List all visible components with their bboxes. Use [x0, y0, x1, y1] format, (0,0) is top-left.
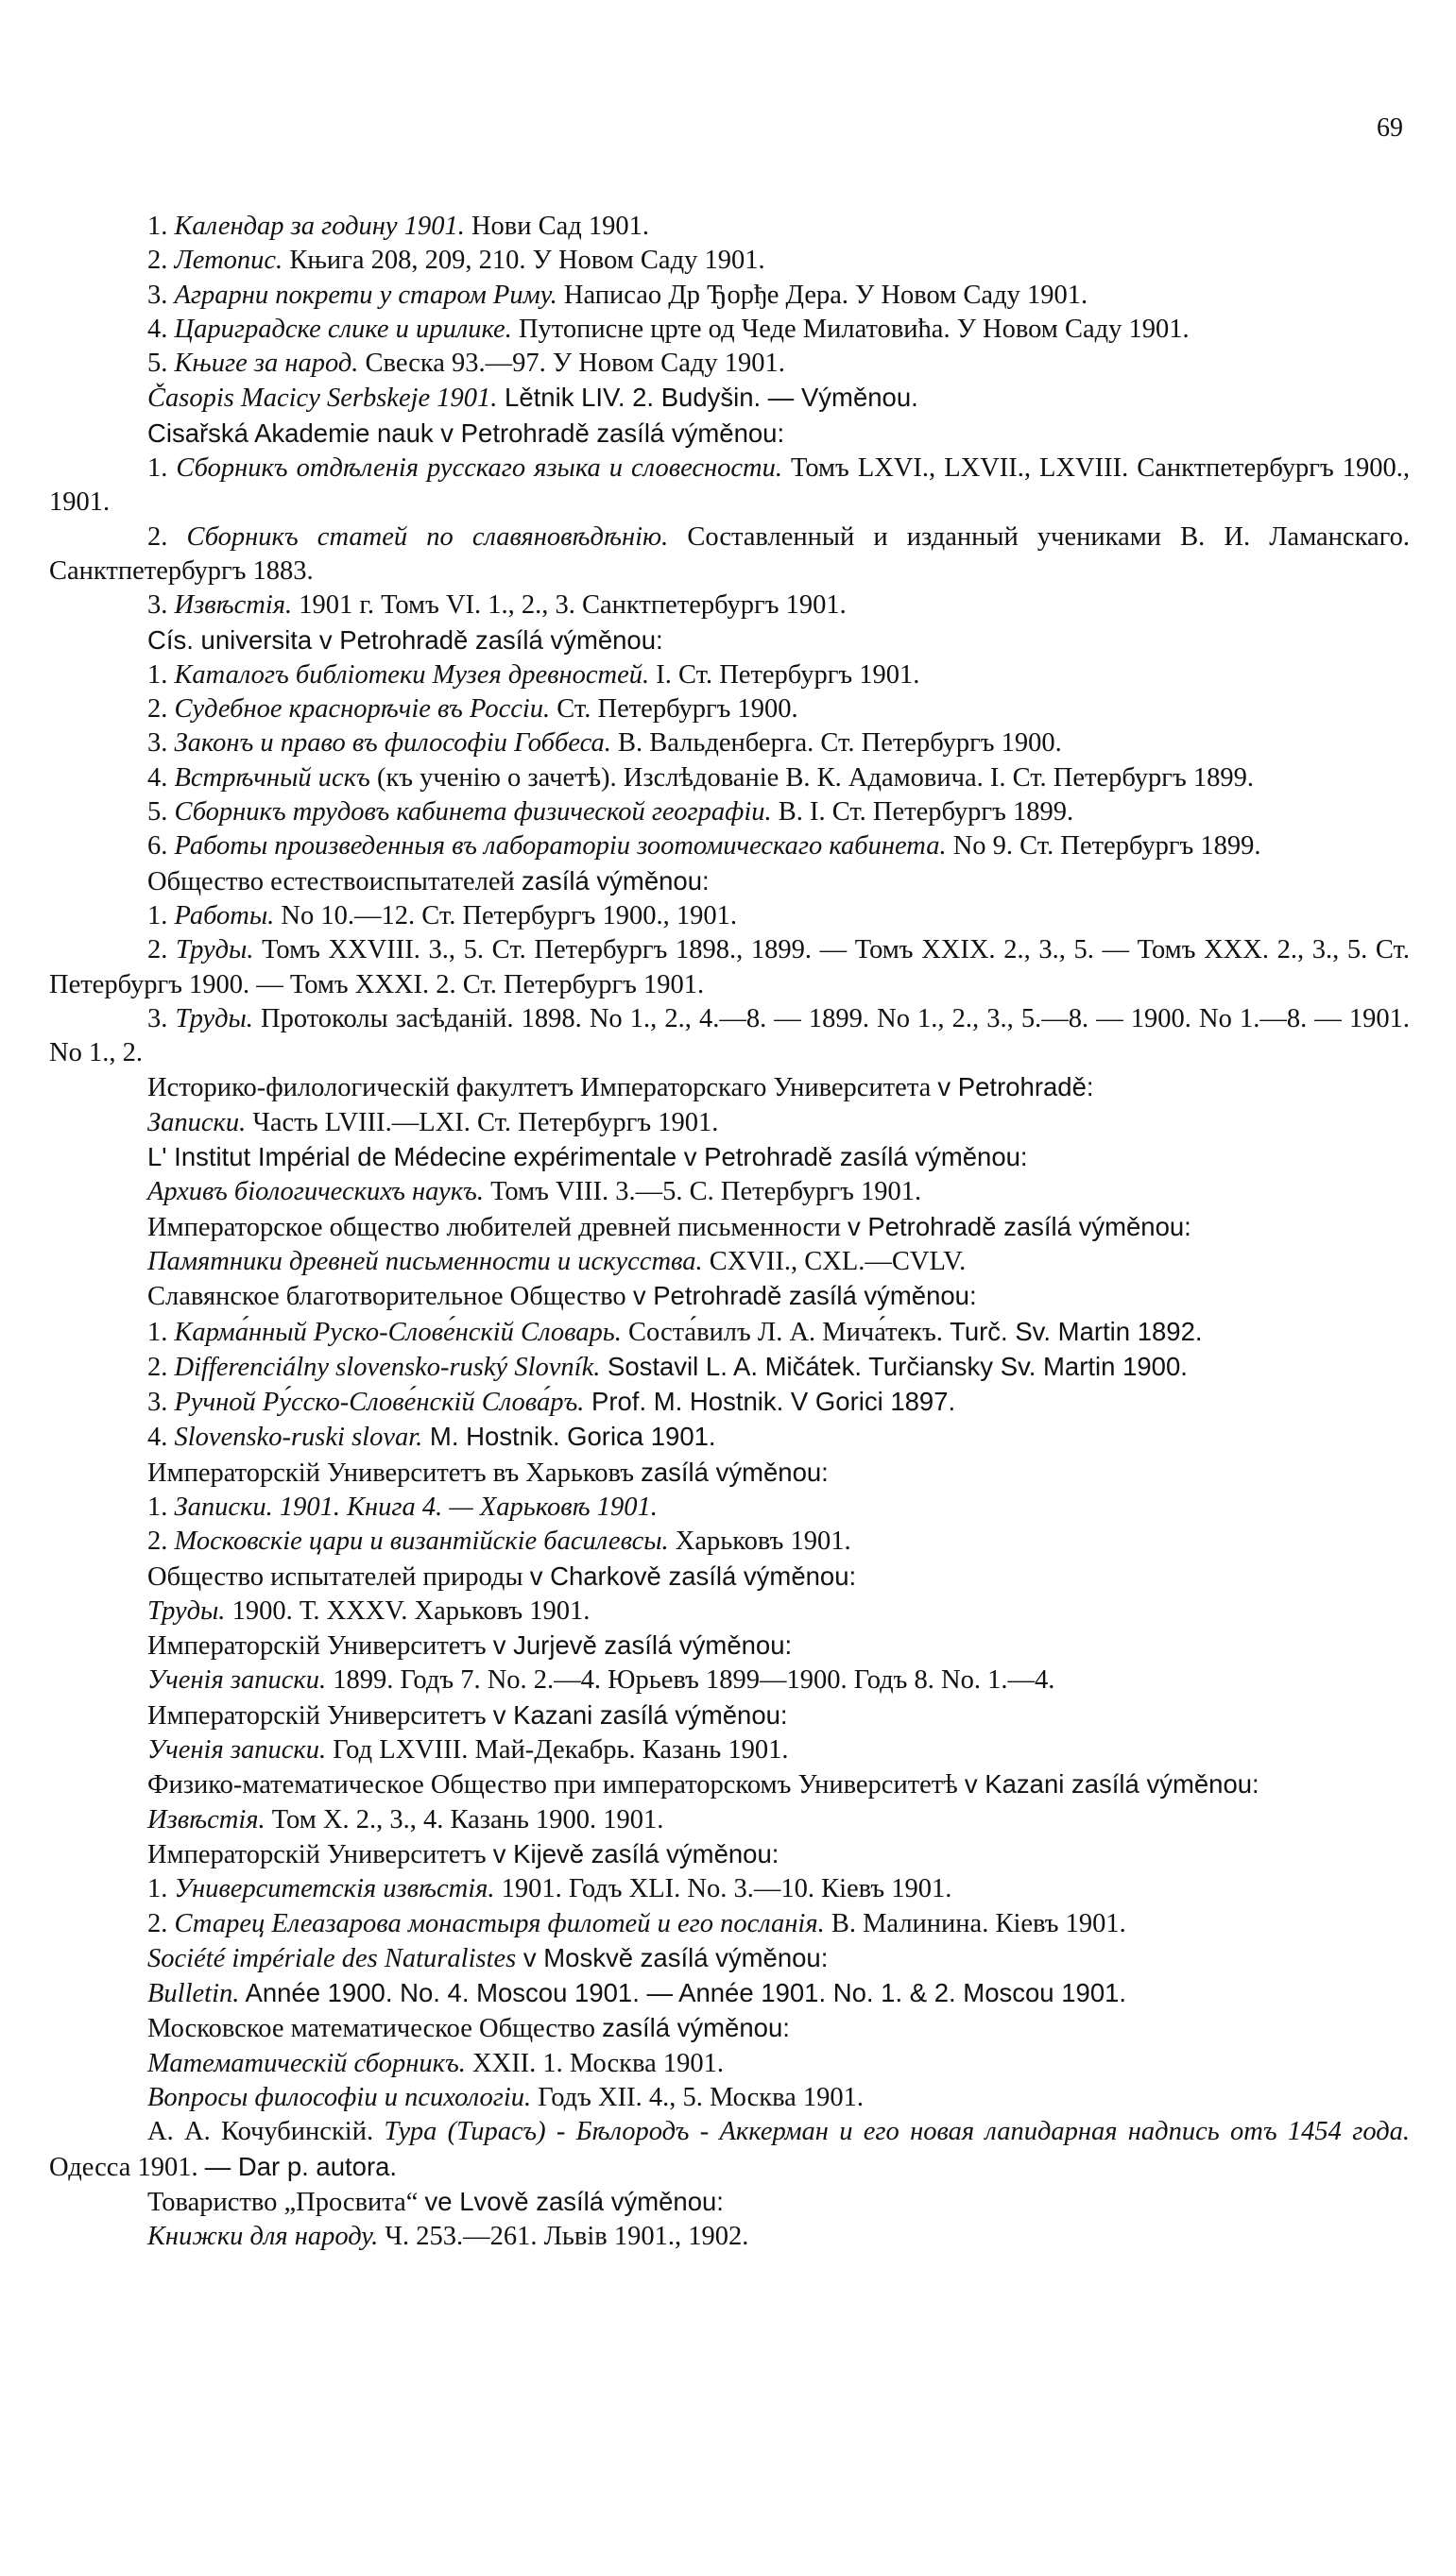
entry-text: v Moskvě zasílá výměnou: — [516, 1942, 829, 1972]
entry-title: Судебное краснорѣчіе въ Россіи. — [174, 694, 551, 725]
entry-title: Časopis Macicy Serbskeje 1901. — [147, 384, 498, 414]
entry-title: Вопросы философіи и психологіи. — [147, 2083, 532, 2113]
entry-text: Ч. 253.—261. Львів 1901., 1902. — [378, 2222, 749, 2252]
entry-paragraph — [49, 933, 1410, 1002]
entry-paragraph — [49, 1210, 1410, 1245]
entry-text: M. Hostnik. Gorica 1901. — [422, 1422, 716, 1452]
entry-text: zasílá výměnou: — [641, 1457, 829, 1487]
entry-paragraph — [49, 1491, 1410, 1525]
entry-text: 2. — [147, 694, 175, 725]
entry-title: Bulletin. — [147, 1979, 240, 2009]
entry-paragraph — [49, 1315, 1410, 1350]
entry-paragraph — [49, 2011, 1410, 2046]
entry-title: Старец Елеазарова монастыря филотей и его посланія. — [174, 1908, 825, 1938]
entry-text: 1. — [147, 1874, 175, 1904]
entry-title: Сборникъ отдѣленія русскаго языка и словесности. — [176, 453, 782, 484]
entry-title: Slovensko-ruski slovar. — [174, 1423, 423, 1453]
entry-title: Извѣстія. — [174, 590, 293, 621]
entry-text: 2. — [147, 521, 187, 552]
entry-paragraph — [49, 623, 1410, 658]
entry-text: 6. — [147, 831, 175, 862]
entry-paragraph — [49, 1976, 1410, 2011]
entry-text: v Petrohradě: — [937, 1072, 1094, 1102]
entry-text: CXVII., CXL.—CVLV. — [702, 1246, 967, 1276]
entry-paragraph — [49, 1350, 1410, 1385]
entry-text: Императорскій Университетъ — [147, 1631, 493, 1662]
entry-paragraph — [49, 520, 1410, 589]
entry-title: Математическій сборникъ. — [147, 2048, 466, 2078]
entry-paragraph — [49, 726, 1410, 760]
entry-text: No 9. Ст. Петербургъ 1899. — [946, 831, 1261, 862]
entry-text: Харьковъ 1901. — [668, 1527, 851, 1557]
entry-paragraph — [49, 1140, 1410, 1175]
entry-text: Путописне црте од Чеде Милатовића. У Новом Саду 1901. — [511, 314, 1190, 344]
entry-text: v Jurjevě zasílá výměnou: — [492, 1630, 793, 1661]
entry-title: Société impériale des Naturalistes — [147, 1943, 517, 1973]
entry-paragraph — [49, 761, 1410, 795]
entry-text: 3. — [147, 728, 175, 759]
entry-paragraph — [49, 1070, 1410, 1105]
entry-paragraph — [49, 1279, 1410, 1314]
entry-paragraph — [49, 864, 1410, 899]
entry-paragraph — [49, 1698, 1410, 1733]
entry-title: Аграрни покрети у старом Риму. — [174, 280, 557, 310]
entry-text: Императорское общество любителей древней письменности — [147, 1212, 848, 1242]
entry-paragraph — [49, 1803, 1410, 1837]
entry-paragraph — [49, 1106, 1410, 1140]
entry-paragraph — [49, 1941, 1410, 1976]
entry-paragraph — [49, 452, 1410, 520]
entry-paragraph — [49, 1837, 1410, 1872]
entry-paragraph — [49, 1767, 1410, 1802]
entry-paragraph — [49, 899, 1410, 933]
entry-paragraph — [49, 1175, 1410, 1209]
entry-text: L' Institut Impérial de Médecine expérimentale v Petrohradě zasílá výměnou: — [147, 1142, 1028, 1172]
entry-text: I. Ст. Петербургъ 1901. — [649, 659, 920, 690]
entry-paragraph — [49, 1907, 1410, 1941]
entry-text: 3. — [147, 1003, 176, 1033]
entry-text: Императорскій Университетъ — [147, 1700, 493, 1731]
entry-text: v Petrohradě zasílá výměnou: — [632, 1281, 977, 1311]
entry-paragraph — [49, 1663, 1410, 1697]
entry-text: Том X. 2., 3., 4. Казань 1900. 1901. — [265, 1804, 664, 1834]
entry-title: Карма́нный Руско-Слове́нскій Словарь. — [174, 1317, 622, 1347]
page-number: 69 — [1377, 113, 1403, 143]
entry-text: v Kazani zasílá výměnou: — [964, 1769, 1259, 1800]
entry-text: zasílá výměnou: — [602, 2013, 790, 2043]
entry-text: 1. — [147, 900, 175, 930]
entry-title: Differenciálny slovensko-ruský Slovník. — [174, 1352, 601, 1382]
entry-text: В. Вальденберга. Ст. Петербургъ 1900. — [610, 728, 1062, 759]
entry-paragraph — [49, 417, 1410, 452]
entry-text: 5. — [147, 797, 175, 827]
entry-text: Lětnik LIV. 2. Budyšin. — Výměnou. — [497, 383, 918, 413]
entry-title: Встрѣчный искъ — [174, 762, 370, 793]
entry-text: 1. — [147, 453, 177, 484]
entry-text: Славянское благотворительное Общество — [147, 1282, 633, 1312]
entry-title: Труды. — [147, 1595, 226, 1626]
entry-title: Архивъ біологическихъ наукъ. — [147, 1177, 484, 1207]
entry-text: 2. — [147, 935, 177, 965]
entry-title: Университетскія извѣстія. — [174, 1874, 495, 1904]
entry-title: Летопис. — [174, 246, 283, 276]
entry-text: Общество испытателей природы — [147, 1561, 530, 1592]
entry-title: Законъ и право въ философіи Гоббеса. — [174, 728, 611, 759]
entry-paragraph — [49, 347, 1410, 381]
entry-text: Историко-филологическій факултетъ Императорскаго Университета — [147, 1073, 938, 1103]
entry-title: Труды. — [175, 1003, 253, 1033]
entry-paragraph — [49, 210, 1410, 244]
entry-text: XXII. 1. Москва 1901. — [465, 2048, 724, 2078]
entry-text: 3. — [147, 1388, 175, 1418]
entry-text: 1900. Т. XXXV. Харьковъ 1901. — [225, 1595, 591, 1626]
entry-text: Соста́вилъ Л. А. Мича́текъ. — [621, 1317, 951, 1347]
entry-title: Сборникъ трудовъ кабинета физической географіи. — [174, 797, 772, 827]
entry-text: v Charkově zasílá výměnou: — [529, 1561, 857, 1591]
entry-text: (къ ученію о зачетѣ). Изслѣдованіе В. К. Адамовича. I. Ст. Петербургъ 1899. — [369, 762, 1254, 793]
entry-text: 3. — [147, 590, 175, 621]
entry-paragraph — [49, 1245, 1410, 1279]
entry-text: 5. — [147, 349, 175, 379]
entry-paragraph — [49, 2081, 1410, 2115]
entry-text: — Dar p. autora. — [204, 2151, 398, 2181]
entry-text: Ст. Петербургъ 1900. — [550, 694, 798, 725]
entry-text: Томъ LXVI., LXVII., LXVIII. Санктпетербургъ 1900., 1901. — [49, 453, 1410, 518]
entry-paragraph — [49, 1595, 1410, 1629]
entry-title: Московскіе цари и византійскіе басилевсы. — [174, 1527, 669, 1557]
entry-text: 1901 г. Томъ VI. 1., 2., 3. Санктпетербургъ 1901. — [292, 590, 847, 621]
entry-text: 1. — [147, 1317, 175, 1347]
entry-text: 1899. Годъ 7. No. 2.—4. Юрьевъ 1899—1900. Годъ 8. No. 1.—4. — [326, 1665, 1055, 1696]
entry-text: 4. — [147, 1423, 175, 1453]
entry-text: 1. — [147, 1492, 175, 1522]
entry-paragraph — [49, 1456, 1410, 1491]
entry-text: Протоколы засѣданій. 1898. No 1., 2., 4.—8. — 1899. No 1., 2., 3., 5.—8. — 1900. No 1.—8. — 1901. No 1., 2. — [49, 1003, 1411, 1068]
entry-paragraph — [49, 1385, 1410, 1420]
entry-text: 3. — [147, 280, 175, 310]
entry-paragraph — [49, 1629, 1410, 1663]
entry-paragraph — [49, 1733, 1410, 1767]
entry-paragraph — [49, 2220, 1410, 2254]
entry-text: Товариство „Просвита“ — [147, 2187, 425, 2217]
entry-title: Книжки для народу. — [147, 2222, 379, 2252]
entry-text: Томъ XXVIII. 3., 5. Ст. Петербургъ 1898., 1899. — Томъ XXIX. 2., 3., 5. — Томъ XXX. 2., 3., 5. Ст. Петербургъ 1900. — Томъ XXXI. 2. Ст. Петербургъ 1901. — [49, 935, 1410, 999]
entry-text: Написао Др Ђорђе Дера. У Новом Саду 1901. — [557, 280, 1088, 310]
entry-paragraph — [49, 279, 1410, 313]
entry-paragraph — [49, 589, 1410, 623]
entry-text: 4. — [147, 762, 175, 793]
entry-text: Томъ VIII. 3.—5. С. Петербургъ 1901. — [483, 1177, 922, 1207]
entry-paragraph — [49, 2115, 1410, 2185]
entry-text: 2. — [147, 1352, 175, 1382]
entry-text: Московское математическое Общество — [147, 2014, 603, 2044]
entry-text: Cís. universita v Petrohradě zasílá výměnou: — [147, 624, 663, 655]
exchange-list — [49, 210, 1410, 2255]
entry-text: Turč. Sv. Martin 1892. — [950, 1316, 1203, 1346]
entry-text: 2. — [147, 1527, 175, 1557]
entry-text: В. Малинина. Кіевъ 1901. — [824, 1908, 1126, 1938]
entry-paragraph — [49, 244, 1410, 278]
entry-paragraph — [49, 795, 1410, 829]
entry-text: v Kazani zasílá výměnou: — [492, 1699, 788, 1730]
entry-paragraph — [49, 1525, 1410, 1559]
entry-title: Сборникъ статей по славяновѣдѣнію. — [186, 521, 669, 552]
entry-text: Свеска 93.—97. У Новом Саду 1901. — [358, 349, 785, 379]
entry-paragraph — [49, 1872, 1410, 1906]
entry-text: No 10.—12. Ст. Петербургъ 1900., 1901. — [274, 900, 738, 930]
entry-text: Год LXVIII. Май-Декабрь. Казань 1901. — [326, 1735, 789, 1766]
entry-text: Prof. M. Hostnik. V Gorici 1897. — [584, 1387, 956, 1417]
entry-title: Записки. 1901. Книга 4. — Харьковѣ 1901. — [174, 1492, 658, 1522]
entry-text: Année 1900. No. 4. Moscou 1901. — Année 1901. No. 1. & 2. Moscou 1901. — [239, 1978, 1127, 2008]
entry-text: Годъ XII. 4., 5. Москва 1901. — [531, 2083, 865, 2113]
entry-text: Императорскій Университетъ въ Харьковъ — [147, 1458, 642, 1488]
entry-title: Књиге за народ. — [174, 349, 359, 379]
entry-title: Календар за годину 1901. — [174, 212, 465, 241]
entry-text: 1. — [147, 212, 175, 241]
entry-paragraph — [49, 1002, 1410, 1071]
entry-title: Цариградске слике и ирилике. — [174, 314, 512, 344]
entry-text: Књига 208, 209, 210. У Новом Саду 1901. — [283, 246, 765, 276]
entry-title: Труды. — [176, 935, 254, 965]
entry-text: Императорскій Университетъ — [147, 1839, 493, 1869]
entry-text: А. А. Кочубинскій. — [147, 2117, 385, 2147]
entry-text: v Petrohradě zasílá výměnou: — [848, 1211, 1191, 1241]
entry-text: Cisařská Akademie nauk v Petrohradě zasílá výměnou: — [147, 418, 785, 448]
entry-text: 2. — [147, 246, 175, 276]
entry-text: 2. — [147, 1908, 175, 1938]
entry-text: zasílá výměnou: — [521, 865, 710, 896]
entry-title: Извѣстія. — [147, 1804, 266, 1834]
entry-paragraph — [49, 381, 1410, 416]
entry-paragraph — [49, 692, 1410, 726]
entry-text: Общество естествоиспытателей — [147, 866, 522, 896]
entry-text: 4. — [147, 314, 175, 344]
entry-title: Ученія записки. — [147, 1665, 327, 1696]
entry-paragraph — [49, 658, 1410, 692]
entry-text: Часть LVIII.—LXI. Ст. Петербургъ 1901. — [246, 1107, 719, 1137]
entry-text: Физико-математическое Общество при императорскомъ Университетѣ — [147, 1770, 965, 1800]
entry-paragraph — [49, 829, 1410, 863]
entry-text: Составленный и изданный учениками В. И. Ламанскаго. Санктпетербургъ 1883. — [49, 521, 1410, 586]
entry-title: Каталогъ библіотеки Музея древностей. — [174, 659, 650, 690]
entry-paragraph — [49, 313, 1410, 347]
entry-title: Ручной Ру́сско-Слове́нскій Слова́ръ. — [174, 1388, 585, 1418]
entry-text: ve Lvově zasílá výměnou: — [424, 2186, 724, 2216]
entry-text: Нови Сад 1901. — [464, 212, 650, 241]
entry-paragraph — [49, 1560, 1410, 1595]
entry-title: Ученія записки. — [147, 1735, 327, 1766]
entry-title: Тура (Тирасъ) - Бѣлородъ - Аккерман и его новая лапидарная надпись отъ 1454 года. — [384, 2117, 1410, 2147]
entry-title: Записки. — [147, 1107, 247, 1137]
entry-text: В. I. Ст. Петербургъ 1899. — [771, 797, 1074, 827]
entry-paragraph — [49, 1420, 1410, 1455]
entry-title: Работы произведенныя въ лабораторіи зоотомическаго кабинета. — [174, 831, 947, 862]
entry-text: v Kijevě zasílá výměnou: — [492, 1838, 779, 1868]
entry-text: 1901. Годъ XLI. No. 3.—10. Кіевъ 1901. — [494, 1874, 952, 1904]
entry-text: Sostavil L. A. Mičátek. Turčiansky Sv. Martin 1900. — [600, 1351, 1188, 1381]
entry-text: 1. — [147, 659, 175, 690]
entry-paragraph — [49, 2047, 1410, 2081]
entry-title: Работы. — [174, 900, 275, 930]
entry-paragraph — [49, 2185, 1410, 2220]
entry-text: Одесса 1901. — [49, 2152, 205, 2182]
entry-title: Памятники древней письменности и искусства. — [147, 1246, 703, 1276]
